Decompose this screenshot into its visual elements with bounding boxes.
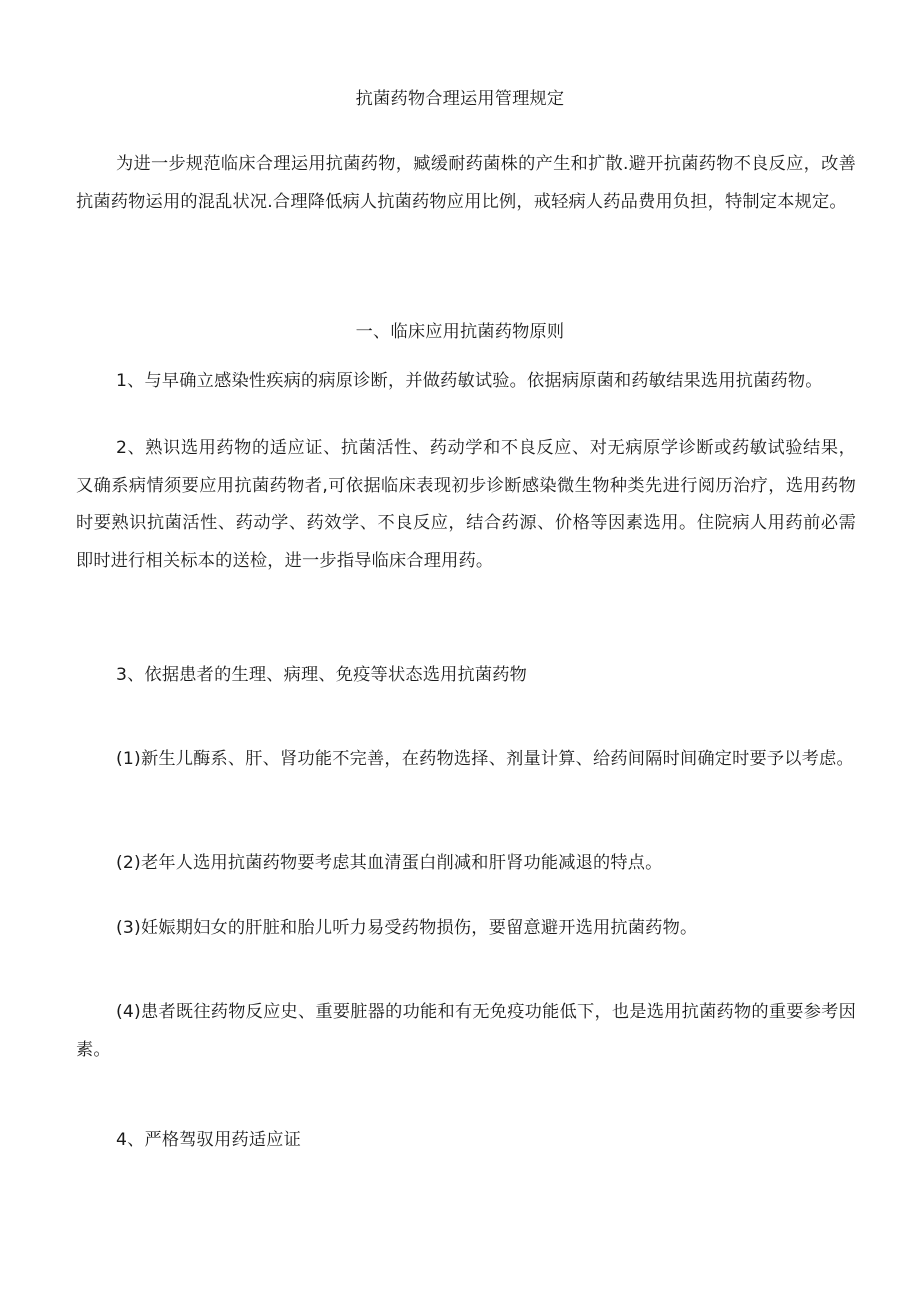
principle-item-1: 1、与早确立感染性疾病的病原诊断，并做药敏试验。依据病原菌和药敏结果选用抗菌药物。 [116, 371, 823, 391]
principle-item-3: 3、依据患者的生理、病理、免疫等状态选用抗菌药物 [116, 665, 528, 685]
sub-item-3-2: (2)老年人选用抗菌药物要考虑其血清蛋白削减和肝肾功能减退的特点。 [116, 853, 663, 873]
principle-item-4: 4、严格驾驭用药适应证 [116, 1130, 302, 1150]
intro-paragraph: 为进一步规范临床合理运用抗菌药物，臧缓耐药菌株的产生和扩散.避开抗菌药物不良反应，改善抗菌药物运用的混乱状况.合理降低病人抗菌药物应用比例，戒轻病人药品费用负担，特制定本规定。 [76, 154, 856, 212]
principle-item-2: 2、熟识选用药物的适应证、抗菌活性、药动学和不良反应、对无病原学诊断或药敏试验结果，又确系病情须要应用抗菌药物者,可依据临床表现初步诊断感染微生物种类先进行阅历治疗，选用药物时要熟识抗菌活性、药动学、药效学、不良反应，结合药源、价格等因素选用。住院病人用药前必需即时进行相关标本的送检，进一步指导临床合理用药。 [76, 438, 856, 571]
document-title: 抗菌药物合理运用管理规定 [355, 89, 565, 109]
sub-item-3-3: (3)妊娠期妇女的肝脏和胎儿听力易受药物损伤，要留意避开选用抗菌药物。 [116, 918, 698, 938]
section-heading-principles: 一、临床应用抗菌药物原则 [355, 322, 565, 342]
sub-item-3-4: (4)患者既往药物反应史、重要脏器的功能和有无免疫功能低下，也是选用抗菌药物的重要参考因素。 [76, 1002, 856, 1060]
sub-item-3-1: (1)新生儿酶系、肝、肾功能不完善，在药物选择、剂量计算、给药间隔时间确定时要予以考虑。 [116, 749, 854, 769]
